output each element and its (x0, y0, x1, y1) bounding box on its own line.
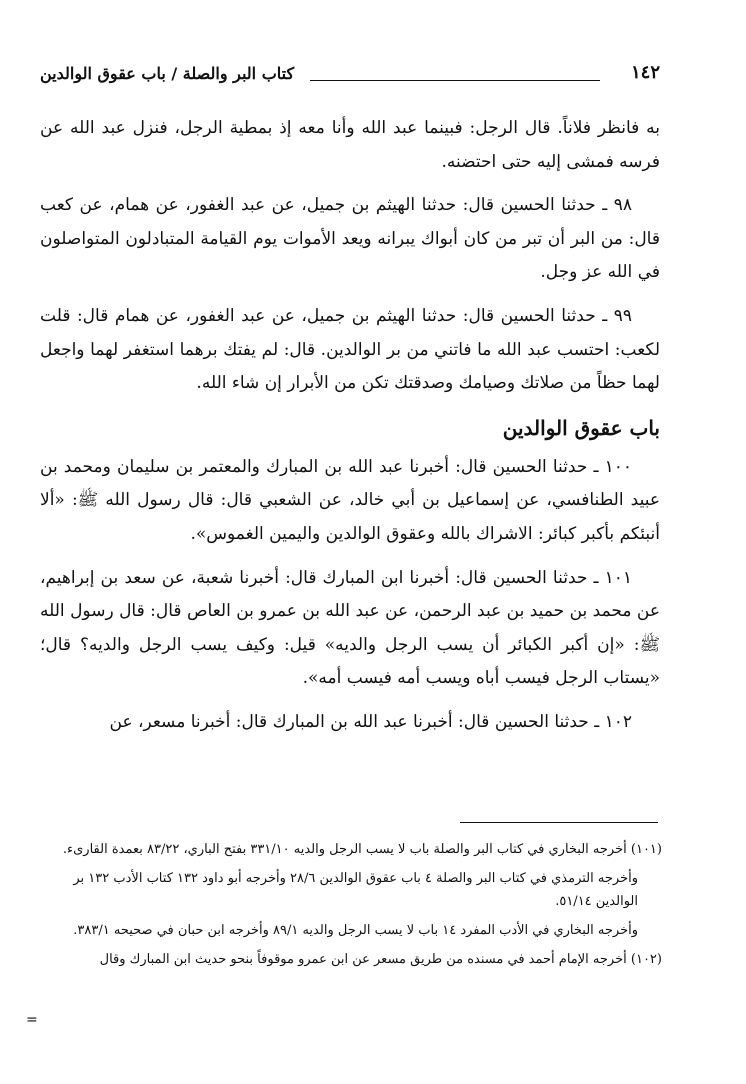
page-number: ١٤٢ (630, 62, 660, 83)
footnote-101: (١٠١) أخرجه البخاري في كتاب البر والصلة باب لا يسب الرجل والديه ٣٣١/١٠ بفتح الباري، ٨٣/٢٢ بعمدة القارىء. (62, 842, 662, 857)
paragraph-continuation: به فانظر فلاناً. قال الرجل: فبينما عبد الله وأنا معه إذ بمطية الرجل، فنزل عبد الله عن فرسه فمشى إليه حتى احتضنه. (40, 118, 660, 172)
hadith-102: ١٠٢ ـ حدثنا الحسين قال: أخبرنا عبد الله بن المبارك قال: أخبرنا مسعر، عن (109, 711, 632, 732)
footnotes (36, 838, 662, 977)
hadith-99: ٩٩ ـ حدثنا الحسين قال: حدثنا الهيثم بن جميل، عن عبد الغفور، عن همام قال: قلت لكعب: احتسب عبد الله ما فاتني من بر الوالدين. قال: لم يفتك برهما استغفر لهما واجعل لهما حظاً من صلاتك وصيامك وصدقتك تكن من الأبرار إن شاء الله. (40, 305, 660, 394)
page-header (40, 60, 660, 92)
hadith-101: ١٠١ ـ حدثنا الحسين قال: أخبرنا ابن المبارك قال: أخبرنا شعبة، عن سعد بن إبراهيم، عن محمد بن حميد بن عبد الرحمن، عن عبد الله بن عمرو بن العاص قال: قال رسول الله ﷺ: «إن أكبر الكبائر أن يسب الرجل والديه» قيل: وكيف يسب الرجل والديه؟ قال؛ «يستاب الرجل فيسب أباه ويسب أمه فيسب أمه». (40, 567, 660, 689)
hadith-98: ٩٨ ـ حدثنا الحسين قال: حدثنا الهيثم بن جميل، عن عبد الغفور، عن همام، عن كعب قال: من البر أن تبر من كان أبواك يبرانه ويعد الأموات يوم القيامة المتبادلون المتواصلون في الله عز وجل. (40, 195, 660, 283)
footnote-102: (١٠٢) أخرجه الإمام أحمد في مسنده من طريق مسعر عن ابن عمرو موقوفاً بنحو حديث ابن المبارك وقال (99, 952, 662, 967)
hadith-100: ١٠٠ ـ حدثنا الحسين قال: أخبرنا عبد الله بن المبارك والمعتمر بن سليمان ومحمد بن عبيد الطنافسي، عن إسماعيل بن أبي خالد، عن الشعبي قال: قال رسول الله ﷺ: «ألا أنبئكم بأكبر كبائر: الاشراك بالله وعقوق الوالدين واليمين الغموس». (40, 456, 660, 544)
header-rule (310, 80, 600, 81)
running-title: كتاب البر والصلة / باب عقوق الوالدين (40, 64, 295, 83)
continuation-mark: = (26, 1012, 38, 1028)
section-title: باب عقوق الوالدين (502, 415, 660, 440)
footnote-rule (460, 822, 658, 823)
footnote-101-tirmidhi: وأخرجه الترمذي في كتاب البر والصلة ٤ باب عقوق الوالدين ٢٨/٦ وأخرجه أبو داود ١٣٢ كتاب الأدب ١٣٢ بر الوالدين ٥١/١٤. (73, 871, 638, 909)
main-text (40, 112, 660, 750)
footnote-101-adab: وأخرجه البخاري في الأدب المفرد ١٤ باب لا يسب الرجل والديه ٨٩/١ وأخرجه ابن حبان في صحيحه ٣٨٣/١. (73, 923, 638, 938)
